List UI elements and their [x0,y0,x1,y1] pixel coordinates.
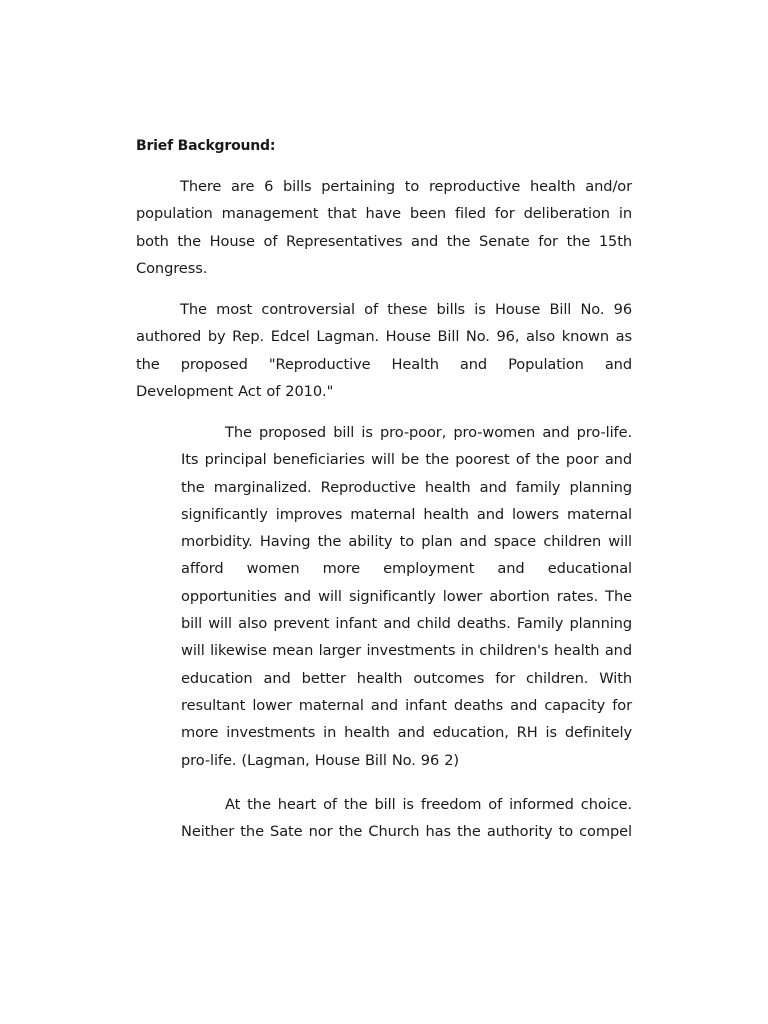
section-heading: Brief Background: [136,138,276,154]
block-quote-lagman: The proposed bill is pro-poor, pro-women and pro-life. Its principal beneficiaries will be the poorest of the poor and the marginalized. Reproductive health and family planning significantly improves maternal health and lowers maternal morbidity. Having the ability to plan and space children will afford women more employment and educational opportunities and will significantly lower abortion rates. The bill will also prevent infant and child deaths. Family planning will likewise mean larger investments in children's health and education and better health outcomes for children. With resultant lower maternal and infant deaths and capacity for more investments in health and education, RH is definitely pro-life. (Lagman, House Bill No. 96 2) [181,424,632,769]
paragraph-bills-overview: There are 6 bills pertaining to reproductive health and/or population management that have been filed for deliberation in both the House of Representatives and the Senate for the 15th Congress. [136,178,632,277]
paragraph-informed-choice: At the heart of the bill is freedom of informed choice. Neither the Sate nor the Church has the authority to compel [181,796,632,841]
paragraph-house-bill-96: The most controversial of these bills is House Bill No. 96 authored by Rep. Edcel Lagman. House Bill No. 96, also known as the proposed "Reproductive Health and Population and Development Act of 2010." [136,301,632,400]
